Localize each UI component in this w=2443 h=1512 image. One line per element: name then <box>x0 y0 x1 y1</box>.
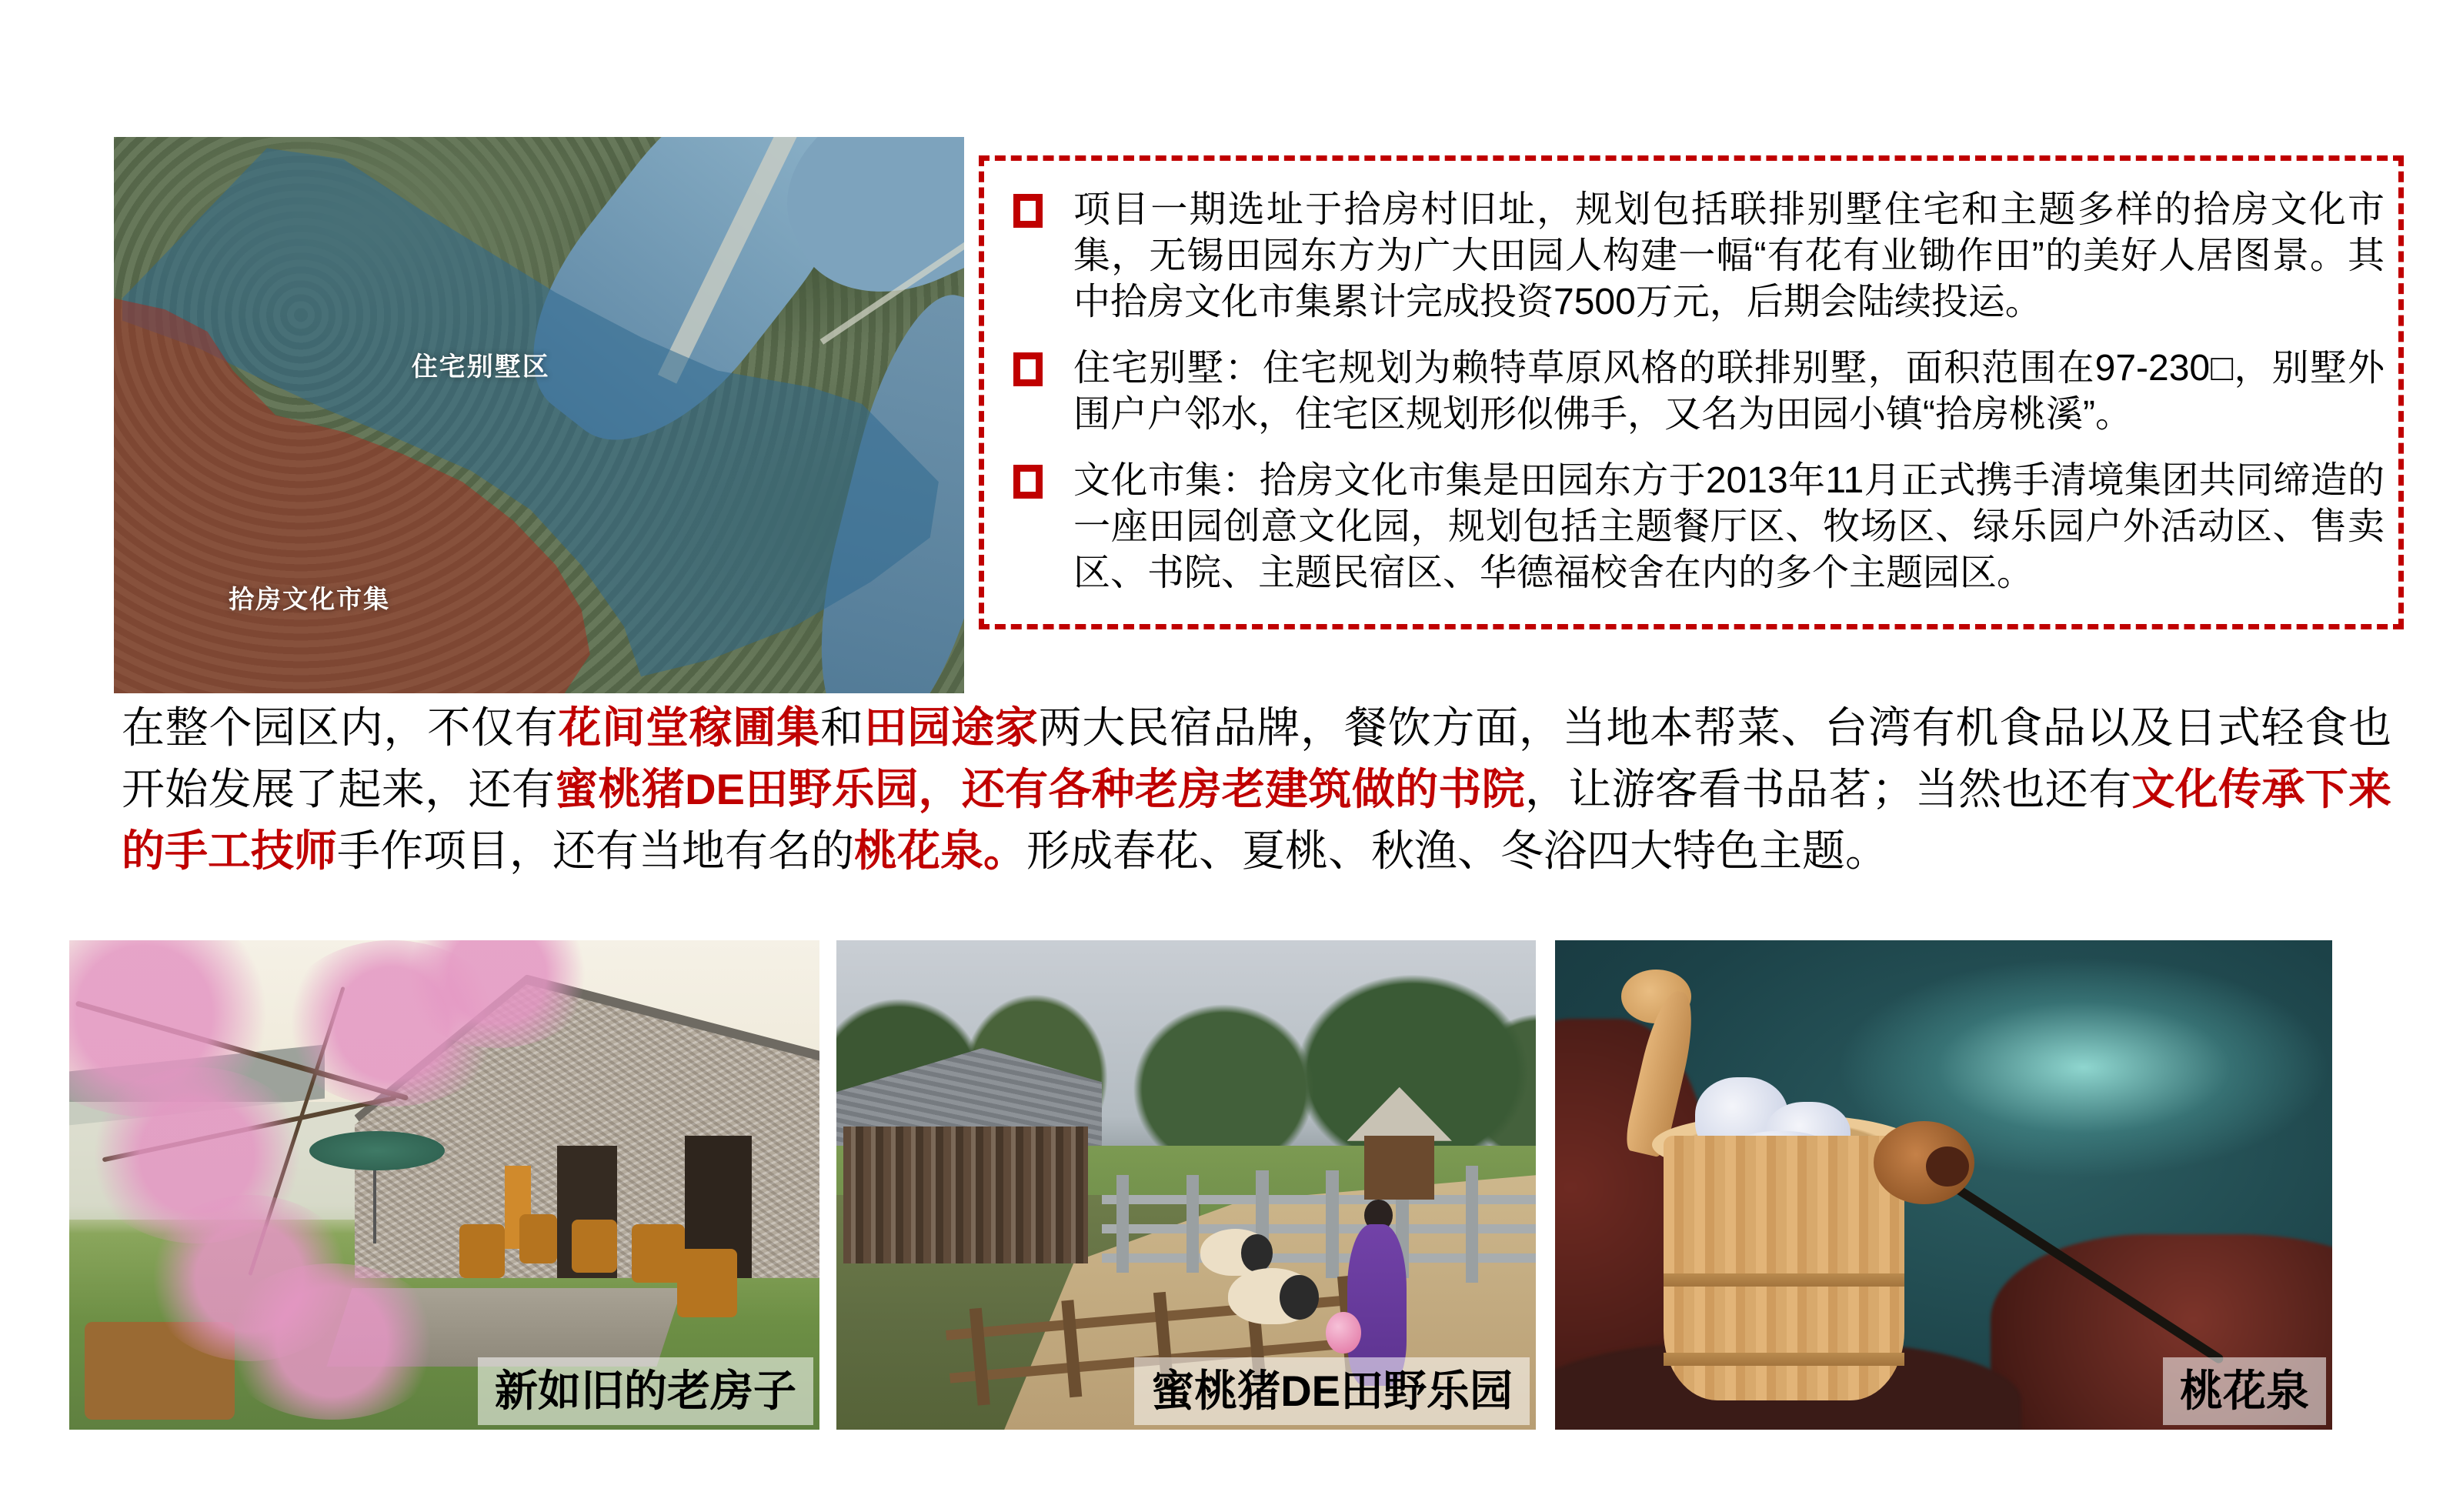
bullet-square-icon <box>1013 465 1043 499</box>
intro-segment-red: 桃花泉。 <box>854 826 1026 875</box>
villa-zone-label: 住宅别墅区 <box>411 352 550 382</box>
intro-segment-red: 蜜桃猪DE田野乐园，还有各种老房老建筑做的书院 <box>555 765 1525 813</box>
fence-post-shape <box>1186 1175 1199 1273</box>
info-bullet-text: 项目一期选址于拾房村旧址，规划包括联排别墅住宅和主题多样的拾房文化市集，无锡田园东方为广大田园人构建一幅“有花有业锄作田”的美好人居图景。其中拾房文化市集累计完成投资7500万元，后期会陆续投运。 <box>1073 189 2385 322</box>
info-bullet <box>1013 187 2385 325</box>
photo-old-house <box>69 940 819 1430</box>
bullet-square-icon <box>1013 194 1043 228</box>
bullet-square-icon <box>1013 352 1043 386</box>
parasol-pole-shape <box>373 1160 376 1243</box>
intro-segment-black: 形成春花、夏桃、秋渔、冬浴四大特色主题。 <box>1026 826 1888 875</box>
wooden-bucket-shape <box>1664 1136 1904 1400</box>
market-zone-label: 拾房文化市集 <box>229 584 391 613</box>
ladle-cup-inner-shape <box>1926 1147 1968 1187</box>
info-bullet-text: 文化市集：拾房文化市集是田园东方于2013年11月正式携手清境集团共同缔造的一座田园创意文化园，规划包括主题餐厅区、牧场区、绿乐园户外活动区、售卖区、书院、主题民宿区、华德福校舍在内的多个主题园区。 <box>1073 460 2385 593</box>
info-bullet <box>1013 345 2385 438</box>
pig-shape <box>1228 1268 1316 1324</box>
intro-segment-black: 两大民宿品牌，餐饮方面，当地本帮菜、台湾有机食品以及日式轻食也开始发展了起来，还有 <box>122 703 2392 813</box>
blossom-shape <box>219 1263 445 1420</box>
fence-post-shape <box>1116 1175 1129 1273</box>
fence-post-shape <box>970 1308 990 1406</box>
photo-caption: 新如旧的老房子 <box>478 1357 813 1425</box>
chair-shape <box>677 1249 737 1317</box>
bucket-hoop-shape <box>1664 1273 1904 1287</box>
chair-shape <box>459 1224 505 1278</box>
info-bullet <box>1013 458 2385 596</box>
shed-wall-shape <box>843 1126 1088 1263</box>
intro-segment-black: 手作项目，还有当地有名的 <box>337 826 854 875</box>
intro-segment-black: 在整个园区内，不仅有 <box>122 703 559 752</box>
fence-post-shape <box>1062 1300 1083 1397</box>
intro-segment-black: ，让游客看书品茗；当然也还有 <box>1524 765 2132 813</box>
photo-spring-bucket <box>1555 940 2332 1430</box>
intro-segment-black: 和 <box>819 703 864 752</box>
info-bullet-text: 住宅别墅：住宅规划为赖特草原风格的联排别墅，面积范围在97-230□，别墅外围户户邻水，住宅区规划形似佛手，又名为田园小镇“拾房桃溪”。 <box>1073 348 2385 435</box>
chair-shape <box>572 1220 617 1273</box>
fence-post-shape <box>1326 1170 1338 1278</box>
parasol-shape <box>309 1131 445 1170</box>
pink-ball-shape <box>1326 1312 1360 1353</box>
intro-segment-red: 文化传承下来的手工技师 <box>122 765 2392 875</box>
intro-paragraph <box>122 697 2391 882</box>
hut-body-shape <box>1364 1136 1434 1200</box>
pig-patch-shape <box>1241 1234 1273 1271</box>
intro-segment-red: 田园途家 <box>863 703 1039 752</box>
intro-segment-red: 花间堂稼圃集 <box>558 703 820 752</box>
fence-post-shape <box>1466 1166 1478 1283</box>
photo-caption: 桃花泉 <box>2163 1357 2326 1425</box>
chair-shape <box>519 1214 557 1263</box>
photo-pig-farm <box>836 940 1536 1430</box>
ladle-cup-shape <box>1874 1121 1974 1204</box>
aerial-map-image <box>114 137 964 693</box>
info-box <box>979 155 2404 629</box>
photo-caption: 蜜桃猪DE田野乐园 <box>1134 1357 1530 1425</box>
bucket-hoop-shape <box>1664 1353 1904 1366</box>
